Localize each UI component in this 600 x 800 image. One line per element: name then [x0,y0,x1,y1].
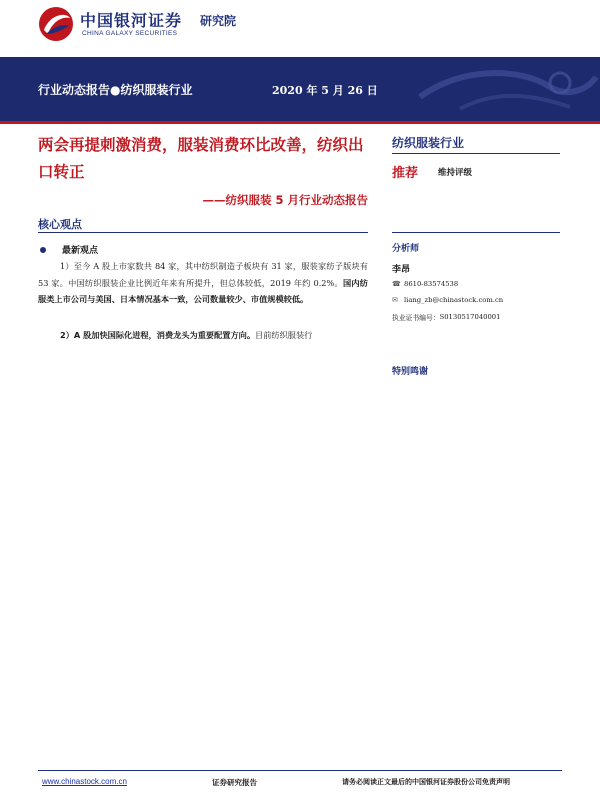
logo-english-text: CHINA GALAXY SECURITIES [82,30,178,37]
report-date: 2020 年 5 月 26 日 [272,84,378,97]
bullet-label: 最新观点 [62,246,99,256]
section-divider [38,232,368,233]
footer-disclaimer: 请务必阅读正文最后的中国银河证券股份公司免责声明 [342,778,510,786]
paragraph-1-bold: 国内纺服类上市公司与美国、日本情况基本一致，公司数量较少、市值规模较低。 [38,277,368,304]
acknowledgement-heading: 特别鸣谢 [392,367,429,377]
rating-label: 维持评级 [438,168,473,178]
logo-chinese-text: 中国银河证券 [80,11,183,30]
footer-report-label: 证券研究报告 [212,778,257,787]
company-logo [36,4,206,44]
sidebar-divider [392,153,560,154]
paragraph-1 [38,258,368,308]
bullet-icon [40,247,46,253]
paragraph-2 [38,327,368,344]
paragraph-1-text: 1）至今 A 股上市家数共 84 家，其中纺织制造子板块有 31 家，服装家纺子版块有 53 家。中国纺织服装企业比例近年来有所提升，但总体较低，2019 年约 0.2%。 [38,261,368,288]
phone-icon: ☎ [392,280,401,288]
sidebar-divider [392,232,560,233]
paragraph-2-bold: 2）A 股加快国际化进程，消费龙头为重要配置方向。 [60,330,256,340]
analyst-name: 李昂 [392,265,411,275]
divider [0,121,600,124]
sidebar-industry: 纺织服装行业 [392,136,465,150]
section-heading: 核心观点 [38,218,82,231]
license-number: S0130517040001 [439,313,501,321]
license-label: 执业证书编号： [392,314,440,322]
report-type: 行业动态报告●纺织服装行业 [38,83,193,97]
email-icon: ✉ [392,296,398,304]
email-address[interactable]: liang_zb@chinastock.com.cn [404,296,504,304]
analyst-license [392,312,500,322]
report-subtitle: ——纺织服装 5 月行业动态报告 [202,193,368,207]
analyst-phone [392,280,458,288]
website-link[interactable]: www.chinastock.com.cn [42,777,127,786]
decorative-swirl-icon [400,57,600,121]
report-title: 两会再提刺激消费，服装消费环比改善，纺织出口转正 [38,136,364,181]
bullet-heading [40,243,98,256]
footer-divider [38,770,562,771]
analyst-email[interactable] [392,296,503,304]
galaxy-logo-icon [36,4,76,44]
institute-label: 研究院 [200,14,237,28]
paragraph-2-text: 目前纺织服装行 [255,330,313,340]
analyst-heading: 分析师 [392,244,420,254]
phone-number: 8610-83574538 [404,280,459,288]
recommendation-label: 推荐 [392,166,419,181]
report-banner [0,57,600,121]
